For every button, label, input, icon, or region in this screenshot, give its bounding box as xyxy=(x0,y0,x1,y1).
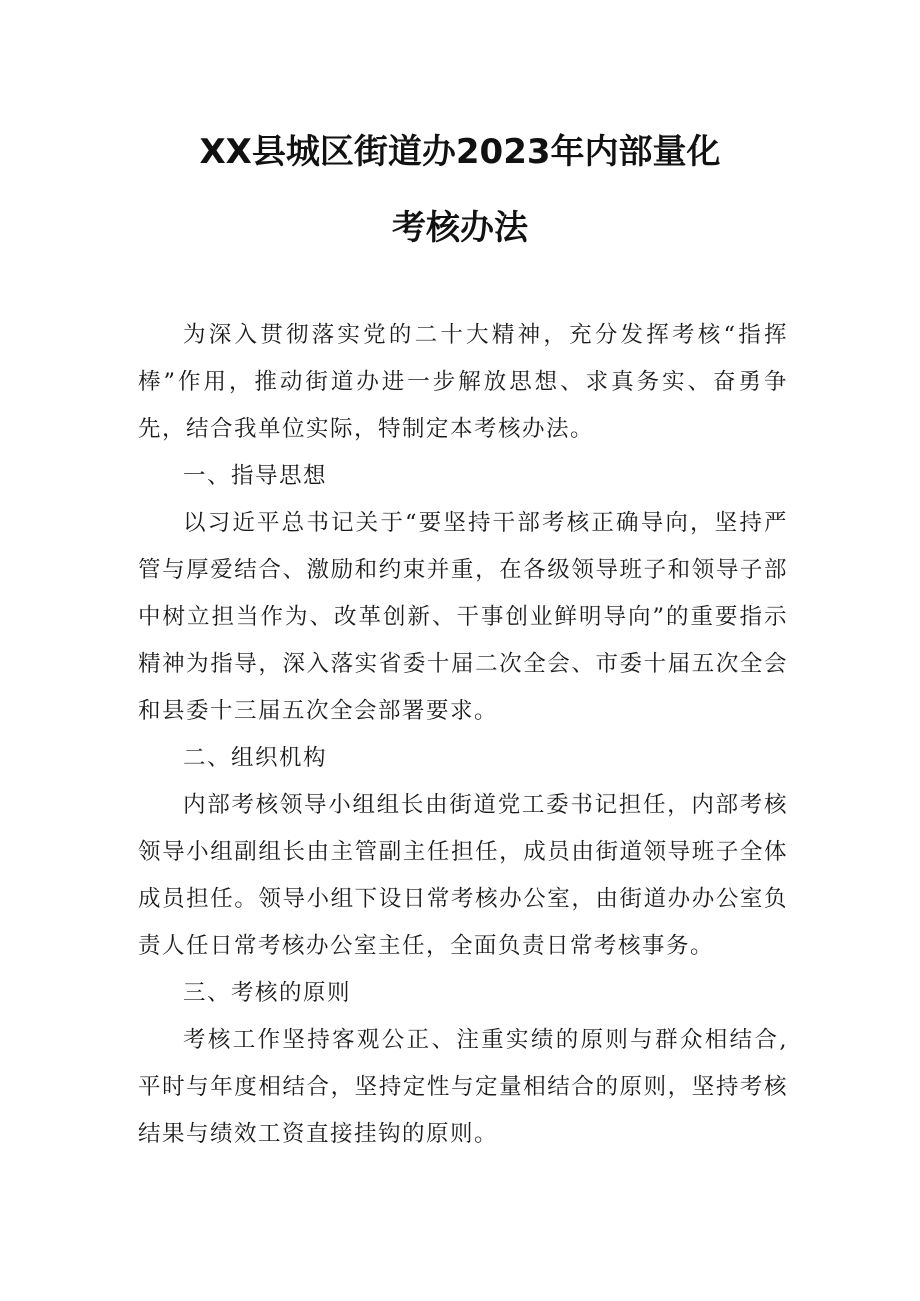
section-body-guiding-ideology: 以习近平总书记关于“要坚持干部考核正确导向，坚持严管与厚爱结合、激励和约束并重，在各级领导班子和领导子部中树立担当作为、改革创新、干事创业鲜明导向”的重要指示精神为指导，深入落实省委十届二次全会、市委十届五次全会和县委十三届五次全会部署要求。 xyxy=(138,510,788,724)
section-body-principles: 考核工作坚持客观公正、注重实绩的原则与群众相结合,平时与年度相结合，坚持定性与定量相结合的原则，坚持考核结果与绩效工资直接挂钩的原则。 xyxy=(138,1027,788,1147)
section-heading-guiding-ideology: 一、指导思想 xyxy=(183,463,328,489)
document-title-line-2: 考核办法 xyxy=(392,208,528,248)
section-body-organization: 内部考核领导小组组长由街道党工委书记担任，内部考核领导小组副组长由主管副主任担任，成员由街道领导班子全体成员担任。领导小组下设日常考核办公室，由街道办办公室负责人任日常考核办公室主任，全面负责日常考核事务。 xyxy=(138,792,788,959)
document-title-line-1: XX县城区街道办2023年内部量化 xyxy=(199,132,721,172)
section-heading-principles: 三、考核的原则 xyxy=(183,980,352,1006)
section-heading-organization: 二、组织机构 xyxy=(183,745,328,771)
intro-paragraph: 为深入贯彻落实党的二十大精神，充分发挥考核“指挥棒”作用，推动街道办进一步解放思想、求真务实、奋勇争先，结合我单位实际，特制定本考核办法。 xyxy=(138,322,788,442)
document-body xyxy=(138,312,788,1158)
